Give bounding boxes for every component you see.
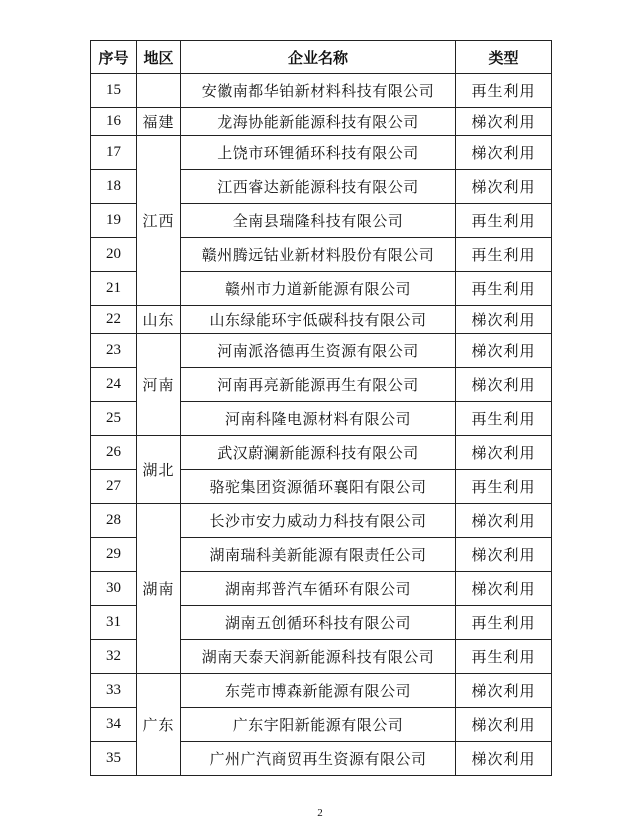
company-cell: 湖南瑞科美新能源有限责任公司 [181, 538, 456, 572]
type-cell: 再生利用 [456, 204, 552, 238]
company-cell: 湖南天泰天润新能源科技有限公司 [181, 640, 456, 674]
type-cell: 梯次利用 [456, 334, 552, 368]
enterprise-table [90, 40, 552, 776]
seq-cell: 15 [91, 74, 137, 108]
table-row [91, 436, 552, 470]
type-cell: 梯次利用 [456, 742, 552, 776]
seq-cell: 24 [91, 368, 137, 402]
company-cell: 武汉蔚澜新能源科技有限公司 [181, 436, 456, 470]
seq-cell: 27 [91, 470, 137, 504]
company-cell: 上饶市环锂循环科技有限公司 [181, 136, 456, 170]
type-cell: 梯次利用 [456, 708, 552, 742]
header-region: 地区 [137, 41, 181, 74]
type-cell: 再生利用 [456, 272, 552, 306]
type-cell: 再生利用 [456, 470, 552, 504]
type-cell: 梯次利用 [456, 674, 552, 708]
seq-cell: 34 [91, 708, 137, 742]
seq-cell: 26 [91, 436, 137, 470]
table-row [91, 108, 552, 136]
region-cell [137, 74, 181, 108]
table-row [91, 306, 552, 334]
type-cell: 梯次利用 [456, 136, 552, 170]
table-row [91, 136, 552, 170]
seq-cell: 32 [91, 640, 137, 674]
type-cell: 再生利用 [456, 640, 552, 674]
seq-cell: 23 [91, 334, 137, 368]
region-cell: 福建 [137, 108, 181, 136]
table-row [91, 74, 552, 108]
type-cell: 梯次利用 [456, 436, 552, 470]
type-cell: 梯次利用 [456, 170, 552, 204]
company-cell: 龙海协能新能源科技有限公司 [181, 108, 456, 136]
seq-cell: 25 [91, 402, 137, 436]
region-cell: 江西 [137, 136, 181, 306]
region-cell: 湖北 [137, 436, 181, 504]
header-type: 类型 [456, 41, 552, 74]
type-cell: 梯次利用 [456, 108, 552, 136]
company-cell: 长沙市安力威动力科技有限公司 [181, 504, 456, 538]
type-cell: 再生利用 [456, 238, 552, 272]
seq-cell: 22 [91, 306, 137, 334]
company-cell: 东莞市博森新能源有限公司 [181, 674, 456, 708]
company-cell: 赣州腾远钴业新材料股份有限公司 [181, 238, 456, 272]
company-cell: 全南县瑞隆科技有限公司 [181, 204, 456, 238]
region-cell: 山东 [137, 306, 181, 334]
company-cell: 安徽南都华铂新材料科技有限公司 [181, 74, 456, 108]
company-cell: 河南再亮新能源再生有限公司 [181, 368, 456, 402]
header-row [91, 41, 552, 74]
seq-cell: 20 [91, 238, 137, 272]
seq-cell: 31 [91, 606, 137, 640]
type-cell: 梯次利用 [456, 572, 552, 606]
region-cell: 河南 [137, 334, 181, 436]
type-cell: 梯次利用 [456, 306, 552, 334]
seq-cell: 33 [91, 674, 137, 708]
seq-cell: 28 [91, 504, 137, 538]
table-row [91, 504, 552, 538]
seq-cell: 29 [91, 538, 137, 572]
type-cell: 梯次利用 [456, 368, 552, 402]
type-cell: 梯次利用 [456, 504, 552, 538]
company-cell: 河南派洛德再生资源有限公司 [181, 334, 456, 368]
type-cell: 再生利用 [456, 606, 552, 640]
company-cell: 江西睿达新能源科技有限公司 [181, 170, 456, 204]
header-seq: 序号 [91, 41, 137, 74]
company-cell: 广东宇阳新能源有限公司 [181, 708, 456, 742]
company-cell: 广州广汽商贸再生资源有限公司 [181, 742, 456, 776]
company-cell: 山东绿能环宇低碳科技有限公司 [181, 306, 456, 334]
type-cell: 再生利用 [456, 74, 552, 108]
seq-cell: 18 [91, 170, 137, 204]
seq-cell: 16 [91, 108, 137, 136]
company-cell: 湖南五创循环科技有限公司 [181, 606, 456, 640]
company-cell: 湖南邦普汽车循环有限公司 [181, 572, 456, 606]
company-cell: 赣州市力道新能源有限公司 [181, 272, 456, 306]
table-row [91, 334, 552, 368]
type-cell: 梯次利用 [456, 538, 552, 572]
seq-cell: 30 [91, 572, 137, 606]
seq-cell: 21 [91, 272, 137, 306]
seq-cell: 17 [91, 136, 137, 170]
company-cell: 骆驼集团资源循环襄阳有限公司 [181, 470, 456, 504]
seq-cell: 35 [91, 742, 137, 776]
type-cell: 再生利用 [456, 402, 552, 436]
header-company: 企业名称 [181, 41, 456, 74]
region-cell: 广东 [137, 674, 181, 776]
company-cell: 河南科隆电源材料有限公司 [181, 402, 456, 436]
region-cell: 湖南 [137, 504, 181, 674]
page-number: 2 [317, 807, 323, 819]
table-row [91, 674, 552, 708]
seq-cell: 19 [91, 204, 137, 238]
